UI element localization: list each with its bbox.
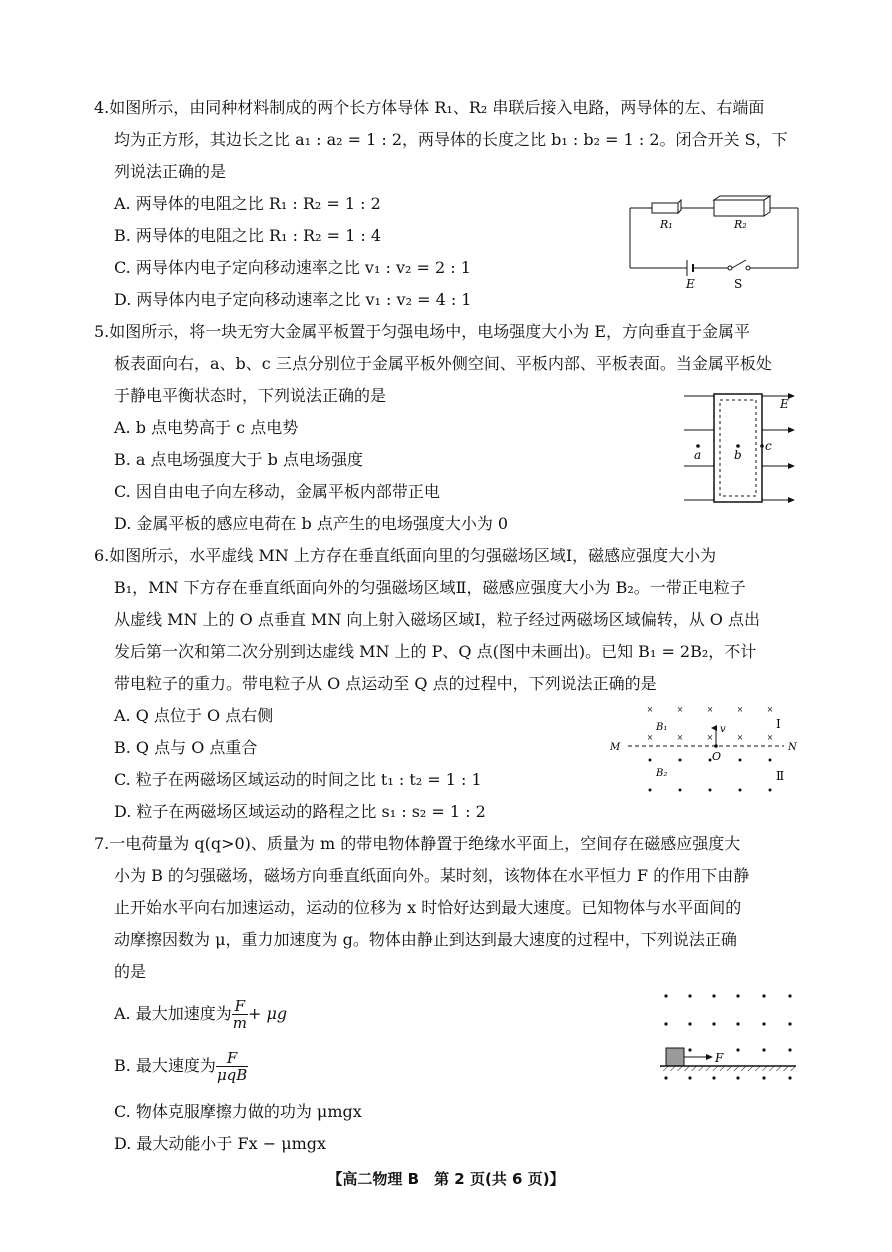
- q5-stem-line2: 板表面向右，a、b、c 三点分别位于金属平板外侧空间、平板内部、平板表面。当金属平板处: [114, 354, 772, 373]
- q6-fig-m-label: M: [610, 742, 621, 753]
- q6-fig-region1-label: Ⅰ: [776, 717, 781, 731]
- q4-option-c: C. 两导体内电子定向移动速率之比 v₁ : v₂ = 2 : 1: [114, 258, 471, 277]
- q6-option-a: A. Q 点位于 O 点右侧: [114, 706, 274, 725]
- q6-magnetic-field-figure: [606, 700, 802, 800]
- q4-option-d: D. 两导体内电子定向移动速率之比 v₁ : v₂ = 4 : 1: [114, 290, 472, 309]
- svg-text:×: ×: [676, 705, 684, 714]
- q5-fig-e-label: E: [780, 397, 789, 411]
- svg-text:×: ×: [736, 705, 744, 714]
- q6-fig-v-label: v: [720, 724, 726, 735]
- q5-option-d: D. 金属平板的感应电荷在 b 点产生的电场强度大小为 0: [114, 514, 509, 533]
- q6-option-b: B. Q 点与 O 点重合: [114, 738, 258, 757]
- q6-fig-b1-label: B₁: [656, 722, 668, 733]
- q6-fig-b2-label: B₂: [656, 768, 668, 779]
- q6-stem-line4: 发后第一次和第二次分别到达虚线 MN 上的 P、Q 点(图中未画出)。已知 B₁ = 2B₂，不计: [114, 642, 757, 661]
- q4-circuit-figure: [624, 192, 804, 292]
- q4-fig-e-label: E: [686, 277, 695, 291]
- q7-block-figure: [656, 986, 800, 1086]
- q5-field-figure: [680, 388, 800, 510]
- q5-option-c: C. 因自由电子向左移动，金属平板内部带正电: [114, 482, 440, 501]
- q7-stem-line3: 止开始水平向右加速运动，运动的位移为 x 时恰好达到最大速度。已知物体与水平面间的: [114, 898, 742, 917]
- svg-text:×: ×: [706, 705, 714, 714]
- q7-stem-line4: 动摩擦因数为 μ，重力加速度为 g。物体由静止到达到最大速度的过程中，下列说法正确: [114, 930, 737, 949]
- q4-option-a: A. 两导体的电阻之比 R₁ : R₂ = 1 : 2: [114, 194, 381, 213]
- svg-text:×: ×: [766, 733, 774, 742]
- svg-text:×: ×: [766, 705, 774, 714]
- q4-option-b: B. 两导体的电阻之比 R₁ : R₂ = 1 : 4: [114, 226, 382, 245]
- q4-stem-line2: 均为正方形，其边长之比 a₁ : a₂ = 1 : 2，两导体的长度之比 b₁ : b₂ = 1 : 2。闭合开关 S，下: [114, 130, 788, 149]
- q6-option-d: D. 粒子在两磁场区域运动的路程之比 s₁ : s₂ = 1 : 2: [114, 802, 486, 821]
- svg-text:×: ×: [736, 733, 744, 742]
- q7-option-a-tail: + μg: [247, 1004, 288, 1023]
- q7-stem-line2: 小为 B 的匀强磁场，磁场方向垂直纸面向外。某时刻，该物体在水平恒力 F 的作用下由静: [114, 866, 750, 885]
- q6-fig-o-label: O: [712, 750, 722, 763]
- q5-option-a: A. b 点电势高于 c 点电势: [114, 418, 299, 437]
- q7-option-a-numerator: F: [232, 998, 248, 1015]
- q4-fig-r1-label: R₁: [660, 218, 673, 231]
- q6-stem-line5: 带电粒子的重力。带电粒子从 O 点运动至 Q 点的过程中，下列说法正确的是: [114, 674, 657, 693]
- q5-stem-line1: 5.如图所示，将一块无穷大金属平板置于匀强电场中，电场强度大小为 E，方向垂直于金属平: [94, 322, 751, 341]
- q6-stem-line1: 6.如图所示，水平虚线 MN 上方存在垂直纸面向里的匀强磁场区域Ⅰ，磁感应强度大小为: [94, 546, 717, 565]
- q7-option-b-text: B. 最大速度为: [114, 1056, 216, 1075]
- q6-option-c: C. 粒子在两磁场区域运动的时间之比 t₁ : t₂ = 1 : 1: [114, 770, 482, 789]
- q7-option-c: C. 物体克服摩擦力做的功为 μmgx: [114, 1102, 362, 1121]
- q5-fig-a-label: a: [694, 448, 702, 462]
- q7-option-b-numerator: F: [216, 1050, 248, 1067]
- q6-stem-line3: 从虚线 MN 上的 O 点垂直 MN 向上射入磁场区域Ⅰ，粒子经过两磁场区域偏转，从 O 点出: [114, 610, 761, 629]
- q5-fig-b-label: b: [734, 448, 742, 462]
- q7-option-b-denominator: μqB: [216, 1066, 248, 1084]
- q4-stem-line1: 4.如图所示，由同种材料制成的两个长方体导体 R₁、R₂ 串联后接入电路，两导体的左、右端面: [94, 98, 765, 117]
- q7-option-a-text: A. 最大加速度为: [114, 1004, 232, 1023]
- svg-text:×: ×: [646, 705, 654, 714]
- svg-text:×: ×: [706, 733, 714, 742]
- q4-fig-s-label: S: [734, 277, 743, 291]
- q7-stem-line5: 的是: [114, 962, 147, 981]
- q7-option-a-denominator: m: [232, 1014, 247, 1032]
- q7-option-a-fraction: [232, 998, 248, 1031]
- svg-text:×: ×: [676, 733, 684, 742]
- q7-stem-line1: 7.一电荷量为 q(q>0)、质量为 m 的带电物体静置于绝缘水平面上，空间存在磁感应强度大: [94, 834, 741, 853]
- q7-option-d: D. 最大动能小于 Fx − μmgx: [114, 1134, 327, 1153]
- q5-stem-line3: 于静电平衡状态时，下列说法正确的是: [114, 386, 387, 405]
- q5-fig-c-label: c: [765, 439, 772, 453]
- q6-fig-region2-label: Ⅱ: [776, 769, 785, 783]
- q6-stem-line2: B₁，MN 下方存在垂直纸面向外的匀强磁场区域Ⅱ，磁感应强度大小为 B₂。一带正电粒子: [114, 578, 746, 597]
- q7-option-a: [114, 998, 287, 1031]
- q7-option-b-fraction: [216, 1050, 248, 1083]
- q5-option-b: B. a 点电场强度大于 b 点电场强度: [114, 450, 363, 469]
- svg-text:×: ×: [646, 733, 654, 742]
- q7-option-b: [114, 1050, 248, 1083]
- q4-fig-r2-label: R₂: [734, 218, 747, 231]
- page-footer: 【高二物理 B 第 2 页(共 6 页)】: [327, 1170, 565, 1188]
- q4-stem-line3: 列说法正确的是: [114, 162, 227, 181]
- q7-fig-f-label: F: [715, 1051, 724, 1065]
- q6-fig-n-label: N: [788, 742, 797, 753]
